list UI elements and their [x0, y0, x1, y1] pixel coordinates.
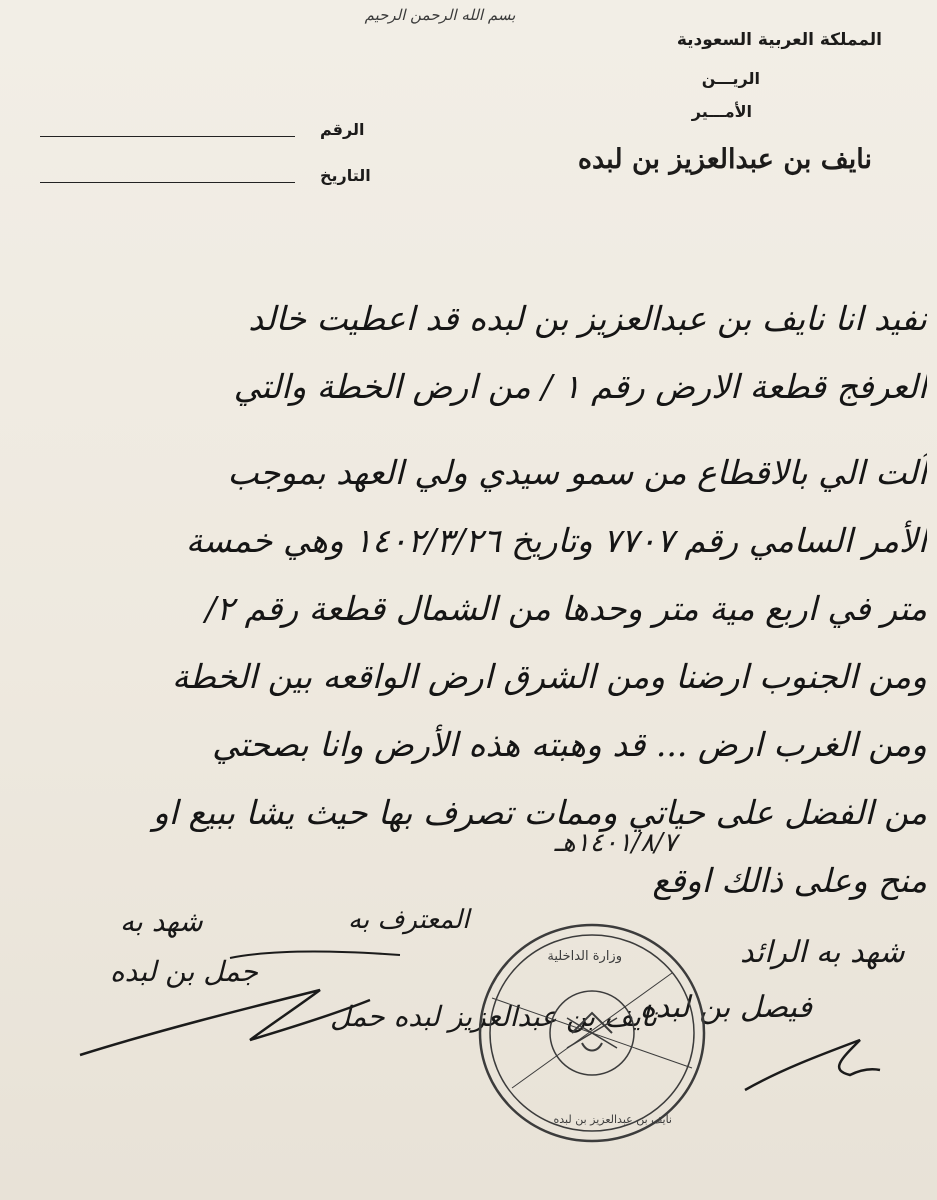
- official-seal: [472, 918, 712, 1148]
- letterhead-country: المملكة العربية السعودية: [676, 30, 882, 50]
- body-line: العرفج قطعة الارض رقم ١ / من ارض الخطة والتي: [233, 367, 927, 406]
- witness-left-label: شهد به الرائد: [740, 935, 905, 970]
- signer-name: نايف بن عبدالعزيز لبده حمل: [330, 1000, 658, 1033]
- witness-right-name: جمل بن لبده: [110, 955, 258, 988]
- letterhead-title: الأمـــير: [691, 102, 752, 121]
- signer-label: المعترف به: [348, 905, 470, 935]
- letterhead-name: نايف بن عبدالعزيز بن لبده: [577, 144, 872, 175]
- letterhead-city: الريـــن: [701, 69, 760, 88]
- body-line: من الفضل على حياتي وممات تصرف بها حيث يشا ببيع او: [152, 793, 927, 832]
- seal-top-text: وزارة الداخلية: [547, 949, 622, 964]
- body-line: متر في اربع مية متر وحدها من الشمال قطعة رقم ٢/: [205, 589, 927, 628]
- body-line: نفيد انا نايف بن عبدالعزيز بن لبده قد اعطيت خالد: [248, 299, 927, 338]
- witness-right-label: شهد به: [120, 905, 203, 938]
- basmala: بسم الله الرحمن الرحيم: [364, 6, 516, 24]
- signing-date: ١٤٠١/٨/٧هـ: [554, 828, 677, 858]
- body-line: آلت الي بالاقطاع من سمو سيدي ولي العهد بموجب: [227, 453, 927, 492]
- body-line: منح وعلى ذالك اوقع: [652, 861, 927, 900]
- reference-date-label: التاريخ: [320, 166, 371, 185]
- reference-number-label: الرقم: [320, 120, 365, 139]
- seal-side-text: نايف بن عبدالعزيز بن لبده: [553, 1113, 672, 1126]
- witness-left-name: فيصل بن لبده: [640, 990, 813, 1025]
- body-line: ومن الغرب ارض ... قد وهبته هذه الأرض وانا بصحتي: [212, 725, 927, 764]
- body-line: ومن الجنوب ارضنا ومن الشرق ارض الواقعه بين الخطة: [172, 657, 927, 696]
- body-line: الأمر السامي رقم ٧٧٠٧ وتاريخ ١٤٠٢/٣/٢٦ وهي خمسة: [185, 521, 927, 560]
